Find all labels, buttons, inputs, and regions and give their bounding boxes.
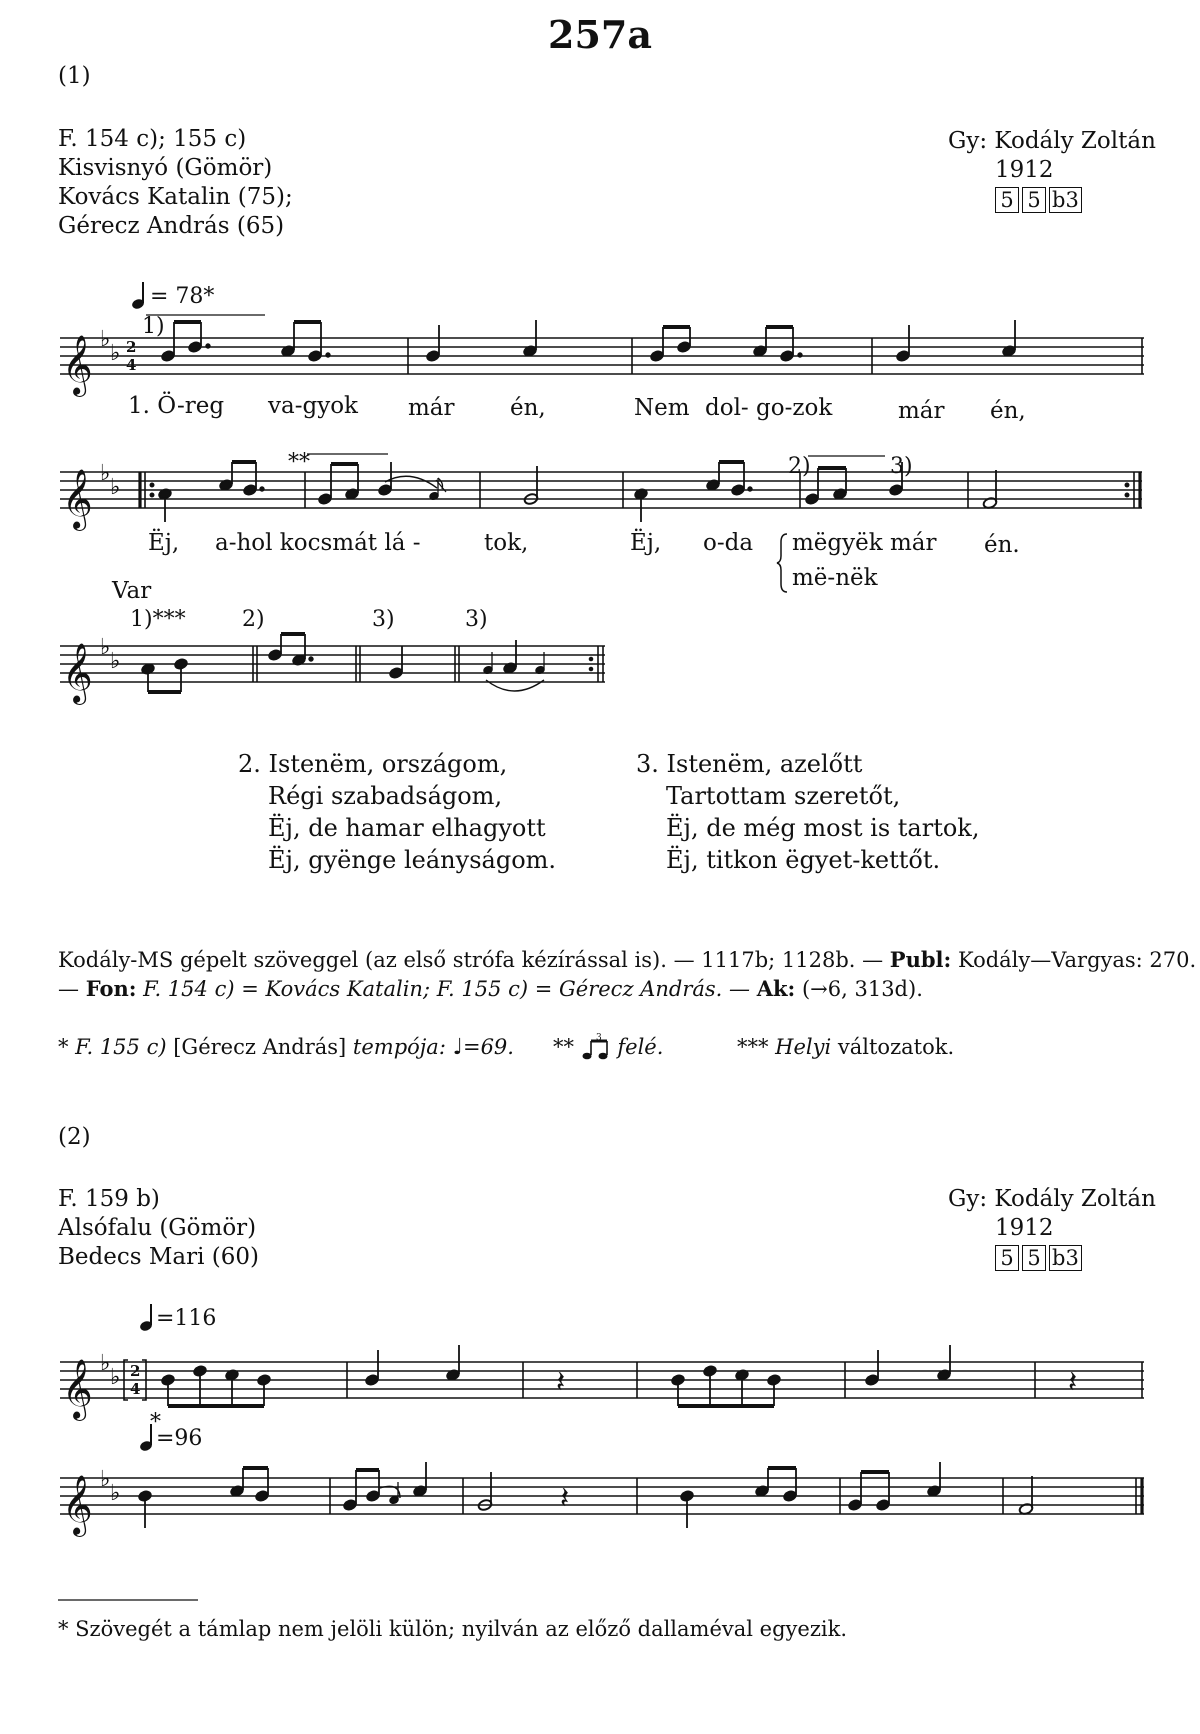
section-number-2: (2) xyxy=(58,1124,91,1150)
collection-year: 1912 xyxy=(995,1215,1054,1241)
svg-text:𝄞: 𝄞 xyxy=(62,335,93,395)
variant-mark: 3) xyxy=(372,607,395,632)
annotation-mark: ** xyxy=(288,450,310,475)
lyric-syllable: o-da xyxy=(703,530,754,556)
collector: Gy: Kodály Zoltán xyxy=(948,128,1156,154)
source-note-text: (→6, 313d). xyxy=(795,977,923,1001)
lyric-syllable: më-nëk xyxy=(792,565,878,591)
variant-mark: 3) xyxy=(465,607,488,632)
annotation-mark: 3) xyxy=(890,454,913,479)
meta-left-line: Bedecs Mari (60) xyxy=(58,1244,259,1270)
footnote-text: ** xyxy=(553,1035,574,1059)
stanza-line: Ëj, gyënge leányságom. xyxy=(268,846,557,874)
svg-text:𝄽: 𝄽 xyxy=(1068,1365,1078,1400)
stanza-2 xyxy=(238,748,556,876)
cadence-box: b3 xyxy=(1049,187,1082,213)
quarter-note-icon xyxy=(138,1302,158,1332)
collector: Gy: Kodály Zoltán xyxy=(948,1186,1156,1212)
lyric-syllable: Nem xyxy=(634,395,690,421)
meta-left-line: Kovács Katalin (75); xyxy=(58,184,293,210)
stanza-3 xyxy=(636,748,979,876)
svg-text:♭: ♭ xyxy=(100,1351,111,1376)
page-title: 257a xyxy=(548,12,652,57)
stanza-line: Régi szabadságom, xyxy=(268,782,503,810)
svg-text:2: 2 xyxy=(130,1362,141,1380)
variant-mark: 1) xyxy=(142,314,165,339)
cadence-box: 5 xyxy=(995,187,1019,213)
footnote-variants xyxy=(737,1032,954,1062)
svg-text:♭: ♭ xyxy=(100,461,111,486)
svg-text:2: 2 xyxy=(126,338,137,356)
stanza-line: 2. Istenëm, országom, xyxy=(238,750,508,778)
lyric-syllable: én, xyxy=(510,395,546,421)
footnote-text: =69. xyxy=(462,1035,514,1059)
footnote-text: *** xyxy=(737,1035,769,1059)
footnote-bottom: * Szövegét a támlap nem jelöli külön; nyilván az előző dallaméval egyezik. xyxy=(58,1617,848,1641)
svg-text:𝄞: 𝄞 xyxy=(62,1359,93,1419)
cadence-box: b3 xyxy=(1049,1245,1082,1271)
meta-left-line: F. 154 c); 155 c) xyxy=(58,126,247,152)
triplet-rhythm-icon xyxy=(581,1032,611,1061)
publ-label: Publ: xyxy=(889,947,952,972)
source-note-text: — xyxy=(58,977,86,1001)
lyric-syllable: Ëj, xyxy=(148,530,180,556)
footnote-tempo xyxy=(58,1032,514,1063)
svg-text:𝄞: 𝄞 xyxy=(62,643,93,703)
variant-mark: 2) xyxy=(242,607,265,632)
quarter-note-icon xyxy=(138,1422,158,1452)
svg-text:♭: ♭ xyxy=(110,475,121,500)
source-note xyxy=(58,945,1197,975)
stanza-line: Tartottam szeretőt, xyxy=(666,782,901,810)
annotation-mark: 2) xyxy=(788,454,811,479)
meta-left-line: Gérecz András (65) xyxy=(58,213,285,239)
footnote-text: változatok. xyxy=(831,1035,955,1059)
footnote-text: tempója: xyxy=(352,1035,453,1059)
tempo-marking: =116 xyxy=(156,1306,217,1331)
footnote-rhythm xyxy=(553,1032,663,1062)
source-note-text: F. 154 c) = Kovács Katalin; F. 155 c) = Gérecz András. — xyxy=(136,977,757,1001)
tempo-marking: =96 xyxy=(156,1426,203,1451)
footnote-text: * F. 155 c) xyxy=(58,1035,167,1059)
lyric-syllable: én, xyxy=(990,398,1026,424)
variant-label: Var xyxy=(112,578,152,604)
svg-text:♭: ♭ xyxy=(110,649,121,674)
svg-text:♭: ♭ xyxy=(110,1481,121,1506)
lyric-syllable: tok, xyxy=(484,530,529,556)
svg-text:♭: ♭ xyxy=(100,1467,111,1492)
lyric-syllable: mëgyëk már xyxy=(792,530,937,556)
source-note xyxy=(58,974,1148,1004)
lyric-syllable: már xyxy=(898,398,945,424)
footnote-text: [Gérecz András] xyxy=(166,1035,353,1059)
lyric-syllable: a-hol kocsmát lá - xyxy=(215,530,421,556)
source-note-text: Kodály—Vargyas: 270. xyxy=(951,948,1197,972)
svg-text:♭: ♭ xyxy=(100,635,111,660)
tempo-marking: = 78* xyxy=(150,284,215,309)
meta-left-line: Alsófalu (Gömör) xyxy=(58,1215,257,1241)
svg-text:𝄽: 𝄽 xyxy=(556,1365,566,1400)
svg-text:3: 3 xyxy=(595,1032,602,1043)
svg-text:♭: ♭ xyxy=(100,327,111,352)
cadence-box: 5 xyxy=(1022,187,1046,213)
section-number-1: (1) xyxy=(58,63,91,89)
lyric-syllable: va-gyok xyxy=(268,393,358,419)
stanza-line: Ëj, titkon ëgyet-kettőt. xyxy=(666,846,941,874)
lyric-syllable: dol- go-zok xyxy=(705,395,833,421)
lyric-syllable: 1. Ö-reg xyxy=(128,393,225,419)
svg-text:𝄞: 𝄞 xyxy=(62,469,93,529)
collection-year: 1912 xyxy=(995,157,1054,183)
quarter-note-icon: ♩ xyxy=(452,1035,463,1060)
annotation-mark: * xyxy=(150,1410,161,1435)
stanza-line: Ëj, de még most is tartok, xyxy=(666,814,980,842)
lyric-syllable: Ëj, xyxy=(630,530,662,556)
brace-icon xyxy=(777,532,789,594)
footnote-text: Helyi xyxy=(768,1035,832,1059)
lyric-syllable: már xyxy=(408,395,455,421)
ak-label: Ak: xyxy=(756,976,796,1001)
stanza-line: Ëj, de hamar elhagyott xyxy=(268,814,546,842)
lyric-syllable: én. xyxy=(984,532,1020,558)
svg-text:4: 4 xyxy=(126,356,137,374)
meta-left-line: Kisvisnyó (Gömör) xyxy=(58,155,273,181)
cadence-box: 5 xyxy=(995,1245,1019,1271)
variant-mark: 1)*** xyxy=(130,607,186,632)
cadence-box: 5 xyxy=(1022,1245,1046,1271)
source-note-text: Kodály-MS gépelt szöveggel (az első strófa kézírással is). — 1117b; 1128b. — xyxy=(58,948,890,972)
meta-left-line: F. 159 b) xyxy=(58,1186,160,1212)
footnote-text: felé. xyxy=(617,1035,664,1059)
fon-label: Fon: xyxy=(85,976,137,1001)
svg-text:𝄽: 𝄽 xyxy=(560,1481,570,1516)
svg-text:♭: ♭ xyxy=(110,1365,121,1390)
cadence-boxes xyxy=(995,1245,1085,1271)
svg-text:4: 4 xyxy=(130,1380,141,1398)
svg-text:𝄞: 𝄞 xyxy=(62,1475,93,1535)
stanza-line: 3. Istenëm, azelőtt xyxy=(636,750,863,778)
svg-text:♭: ♭ xyxy=(110,341,121,366)
